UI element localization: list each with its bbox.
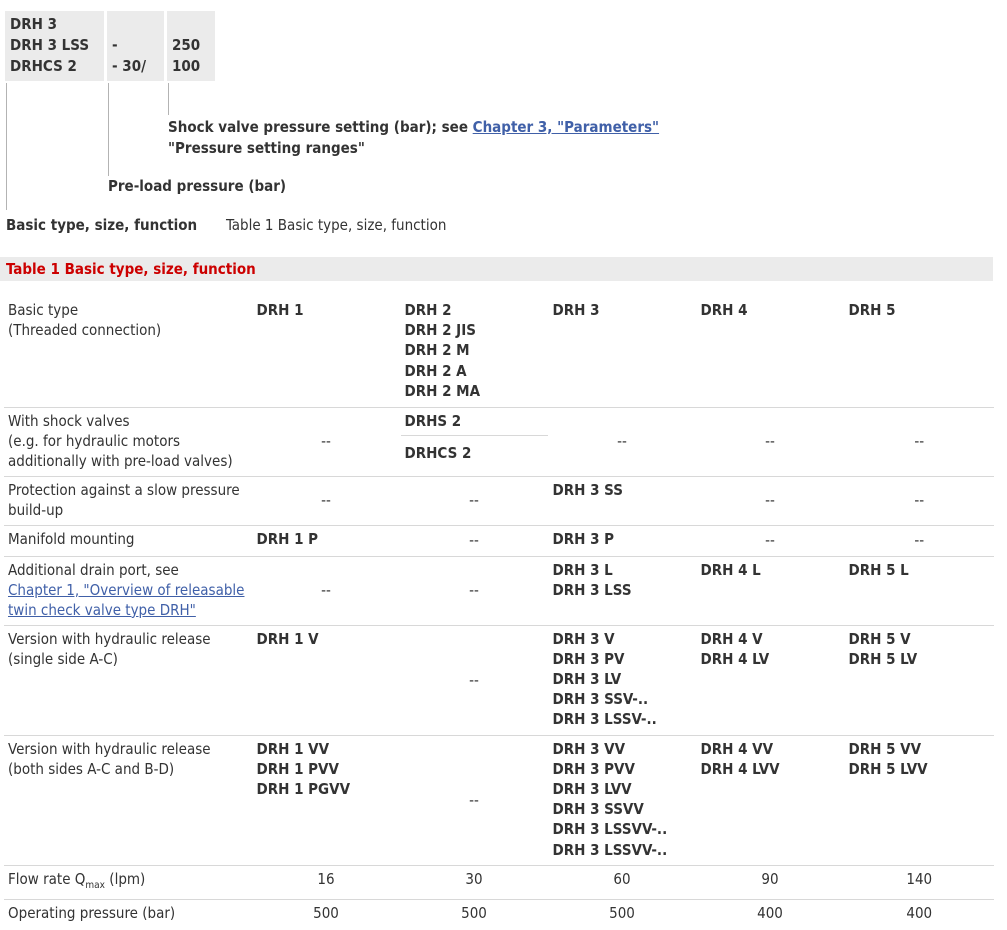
table-row [4,865,994,899]
row-label: Manifold mounting [4,525,252,556]
table-cell: -- [844,476,994,525]
type-code-box-1 [5,11,104,81]
table-cell: 400 [844,899,994,930]
row-label-subscript: max [85,879,106,891]
table-cell: -- [252,476,400,525]
table-cell: -- [400,556,548,625]
row-label: Basic type (Threaded connection) [4,297,252,407]
table-row [4,735,994,865]
callout-line-preload [108,83,109,176]
table-cell: 30 [400,865,548,899]
type-code-line: DRH 3 [10,15,57,33]
row-label: Operating pressure (bar) [8,903,176,922]
table-cell: -- [400,525,548,556]
table-cell: -- [696,525,844,556]
table-cell: DRH 1 [252,297,400,407]
chapter3-link[interactable]: Chapter 3, "Parameters" [472,118,660,136]
row-label: Protection against a slow pressure build-up [4,476,252,525]
table-row [4,407,994,476]
table-cell: DRH 1 V [252,625,400,735]
table-cell: DRH 5 V DRH 5 LV [844,625,994,735]
type-code-line: - 30/ [112,57,147,75]
type-code-line: - [112,36,118,54]
table-cell: DRH 4 V DRH 4 LV [696,625,844,735]
type-code-line: DRHCS 2 [10,57,77,75]
table-cell: DRH 5 L [844,556,994,625]
table-cell: 16 [252,865,400,899]
table-cell: DRH 2 DRH 2 JIS DRH 2 M DRH 2 A DRH 2 MA [400,297,548,407]
table-cell: -- [844,525,994,556]
table-cell: 400 [696,899,844,930]
shock-valve-text-2: "Pressure setting ranges" [168,139,365,157]
table-cell: -- [400,476,548,525]
table-row [4,625,994,735]
table-cell: -- [696,476,844,525]
row-label: Version with hydraulic release (both sides A-C and B-D) [4,735,252,865]
table-cell: DRH 3 SS [548,476,696,525]
table-cell: -- [400,735,548,865]
table-cell: DRH 3 V DRH 3 PV DRH 3 LV DRH 3 SSV-.. DRH 3 LSSV-.. [548,625,696,735]
split-cell-bottom: DRHCS 2 [404,443,472,462]
table-cell: DRH 5 VV DRH 5 LVV [844,735,994,865]
table-cell: -- [548,407,696,476]
table-cell: 500 [400,899,548,930]
row-label: Version with hydraulic release (single side A-C) [4,625,252,735]
shock-valve-text: Shock valve pressure setting (bar); see [168,118,473,136]
table-cell: -- [252,556,400,625]
table-title: Table 1 Basic type, size, function [0,257,993,281]
table-cell: DRH 3 L DRH 3 LSS [548,556,696,625]
table-cell: DRH 4 L [696,556,844,625]
type-code-box-2 [107,11,164,81]
callout-line-shock [168,83,169,115]
table-cell: DRH 4 VV DRH 4 LVV [696,735,844,865]
table-cell: 90 [696,865,844,899]
table-cell: 140 [844,865,994,899]
table-cell-split [400,407,548,476]
table-cell: -- [696,407,844,476]
row-label-text: Additional drain port, see [8,560,179,579]
row-label [4,556,252,625]
basic-type-table [4,297,994,930]
table-cell: 500 [252,899,400,930]
row-label: With shock valves (e.g. for hydraulic motors additionally with pre-load valves) [4,407,252,476]
chapter1-link[interactable]: Chapter 1, "Overview of releasable twin check valve type DRH" [8,580,245,619]
split-cell-top: DRHS 2 [401,411,548,436]
table-cell: DRH 3 P [548,525,696,556]
table-cell: 500 [548,899,696,930]
table-cell: DRH 1 VV DRH 1 PVV DRH 1 PGVV [252,735,400,865]
callout-line-basic [6,83,7,210]
basic-type-label: Basic type, size, function [6,216,198,234]
basic-type-ref: Table 1 Basic type, size, function [226,216,447,234]
type-code-line: 250 [172,36,201,54]
table-cell: DRH 4 [696,297,844,407]
table-cell: -- [400,625,548,735]
table-cell: -- [252,407,400,476]
table-row [4,476,994,525]
table-row [4,525,994,556]
preload-label: Pre-load pressure (bar) [108,177,287,195]
table-cell: 60 [548,865,696,899]
type-code-line: 100 [172,57,201,75]
type-code-box-3 [167,11,215,81]
table-row [4,556,994,625]
type-code-line: DRH 3 LSS [10,36,90,54]
table-row [4,899,994,930]
table-row [4,297,994,407]
shock-valve-label [168,117,659,159]
table-cell: DRH 5 [844,297,994,407]
table-cell: DRH 1 P [252,525,400,556]
table-cell: DRH 3 VV DRH 3 PVV DRH 3 LVV DRH 3 SSVV DRH 3 LSSVV-.. DRH 3 LSSVV-.. [548,735,696,865]
row-label: Flow rate $Q_{max}$ (lpm) [4,865,252,899]
table-cell: -- [844,407,994,476]
table-cell: DRH 3 [548,297,696,407]
